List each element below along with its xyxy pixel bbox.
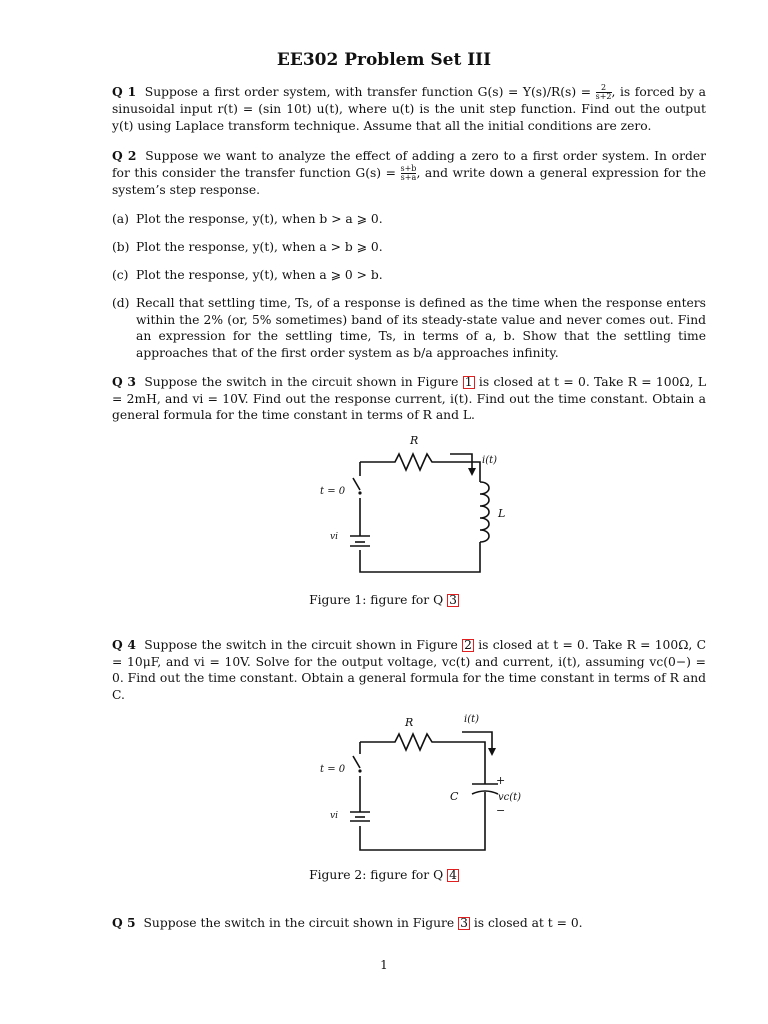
resistor-R <box>360 734 485 784</box>
label-L: L <box>498 507 506 520</box>
question-3-label: Q 3 <box>112 374 136 389</box>
item-label: (c) <box>112 268 129 282</box>
item-label: (d) <box>112 296 130 310</box>
inductor-L <box>480 482 489 542</box>
label-vi: vi <box>330 532 338 542</box>
label-t0: t = 0 <box>320 764 346 775</box>
figure-1-rl-circuit <box>300 430 520 580</box>
figure-1-link[interactable]: 1 <box>464 375 473 389</box>
question-4 <box>112 637 706 703</box>
figure-2-caption <box>0 868 768 882</box>
item-label: (a) <box>112 212 129 226</box>
label-t0: t = 0 <box>320 486 346 497</box>
question-2-item-d <box>112 295 706 361</box>
figure-2-rc-circuit <box>300 708 550 858</box>
question-2-item-c <box>112 267 706 284</box>
question-2-item-a <box>112 211 706 228</box>
item-text: Plot the response, y(t), when b > a ⩾ 0. <box>136 212 383 226</box>
question-2-fraction <box>401 165 417 182</box>
item-label: (b) <box>112 240 130 254</box>
question-1-frac-den: s+2 <box>595 92 612 101</box>
page-title: EE302 Problem Set III <box>276 50 492 70</box>
current-arrow <box>462 732 492 750</box>
question-5-text-a: Suppose the switch in the circuit shown in Figure <box>143 916 459 930</box>
switch <box>353 756 360 768</box>
question-5-label: Q 5 <box>112 915 136 930</box>
label-i: i(t) <box>464 714 480 725</box>
question-1-fraction <box>596 84 612 101</box>
question-4-link[interactable]: 4 <box>449 868 457 882</box>
question-4-text-b: is closed at t = 0. Take R = 100Ω, C = 10μF, and vi = 10V. Solve for the output voltage, vc(t) and current, i(t), assuming vc(0−) = 0. Find out the time constant. Obtain a general formula for the time constant in terms of R and C. <box>112 638 706 702</box>
page-number: 1 <box>380 958 388 972</box>
switch <box>353 478 360 490</box>
item-text: Plot the response, y(t), when a > b ⩾ 0. <box>136 240 383 254</box>
label-minus: − <box>496 804 506 817</box>
label-C: C <box>450 790 459 803</box>
resistor-R <box>360 454 480 482</box>
label-plus: + <box>496 774 506 787</box>
question-2-frac-num: s+b <box>400 163 417 173</box>
question-2-text-a: Suppose we want to analyze the effect of adding a zero to a first order system. In order for this consider the transfer function G(s) = <box>112 149 706 180</box>
figure-3-link[interactable]: 3 <box>460 916 468 930</box>
label-vi: vi <box>330 811 338 821</box>
item-text: Plot the response, y(t), when a ⩾ 0 > b. <box>136 268 383 282</box>
figure-1-caption <box>0 593 768 607</box>
question-1-text-a: Suppose a first order system, with transfer function G(s) = Y(s)/R(s) = <box>144 85 596 99</box>
item-text: Recall that settling time, Ts, of a response is defined as the time when the response enters within the 2% (or, 5% sometimes) band of its steady-state value and never comes out. Find an expression for the settling time, Ts, in terms of a, b. Show that the settling time approaches that of the first order system as b/a approaches infinity. <box>136 296 706 360</box>
question-4-text-a: Suppose the switch in the circuit shown in Figure <box>144 638 463 652</box>
question-3-text-b: is closed at t = 0. Take R = 100Ω, L = 2mH, and vi = 10V. Find out the response current, i(t). Find out the time constant. Obtain a general formula for the time constant in terms of R and L. <box>112 375 706 422</box>
question-2-frac-den: s+a <box>400 172 417 182</box>
figure-2-link[interactable]: 2 <box>464 638 472 652</box>
question-2-label: Q 2 <box>112 148 137 163</box>
question-5-text-b: is closed at t = 0. <box>469 916 583 930</box>
question-5 <box>112 915 706 932</box>
question-1-label: Q 1 <box>112 84 137 99</box>
question-3 <box>112 374 706 424</box>
label-vc: vc(t) <box>498 792 522 803</box>
question-4-label: Q 4 <box>112 637 136 652</box>
question-3-text-a: Suppose the switch in the circuit shown in Figure <box>144 375 463 389</box>
question-1-frac-num: 2 <box>596 84 612 93</box>
question-1 <box>112 84 706 134</box>
question-1-text-b: , is forced by a sinusoidal input r(t) = (sin 10t) u(t), where u(t) is the unit step function. Find out the output y(t) using Laplace transform technique. Assume that all the initial conditions are zero. <box>112 85 706 133</box>
caption-text: Figure 1: figure for Q <box>309 593 448 607</box>
question-2 <box>112 148 706 198</box>
question-3-link[interactable]: 3 <box>449 593 457 607</box>
question-2-text-b: , and write down a general expression for the system’s step response. <box>112 165 706 197</box>
label-R: R <box>410 434 419 447</box>
label-i: i(t) <box>482 455 498 466</box>
question-2-item-b <box>112 239 706 256</box>
label-R: R <box>405 716 414 729</box>
caption-text: Figure 2: figure for Q <box>309 868 448 882</box>
